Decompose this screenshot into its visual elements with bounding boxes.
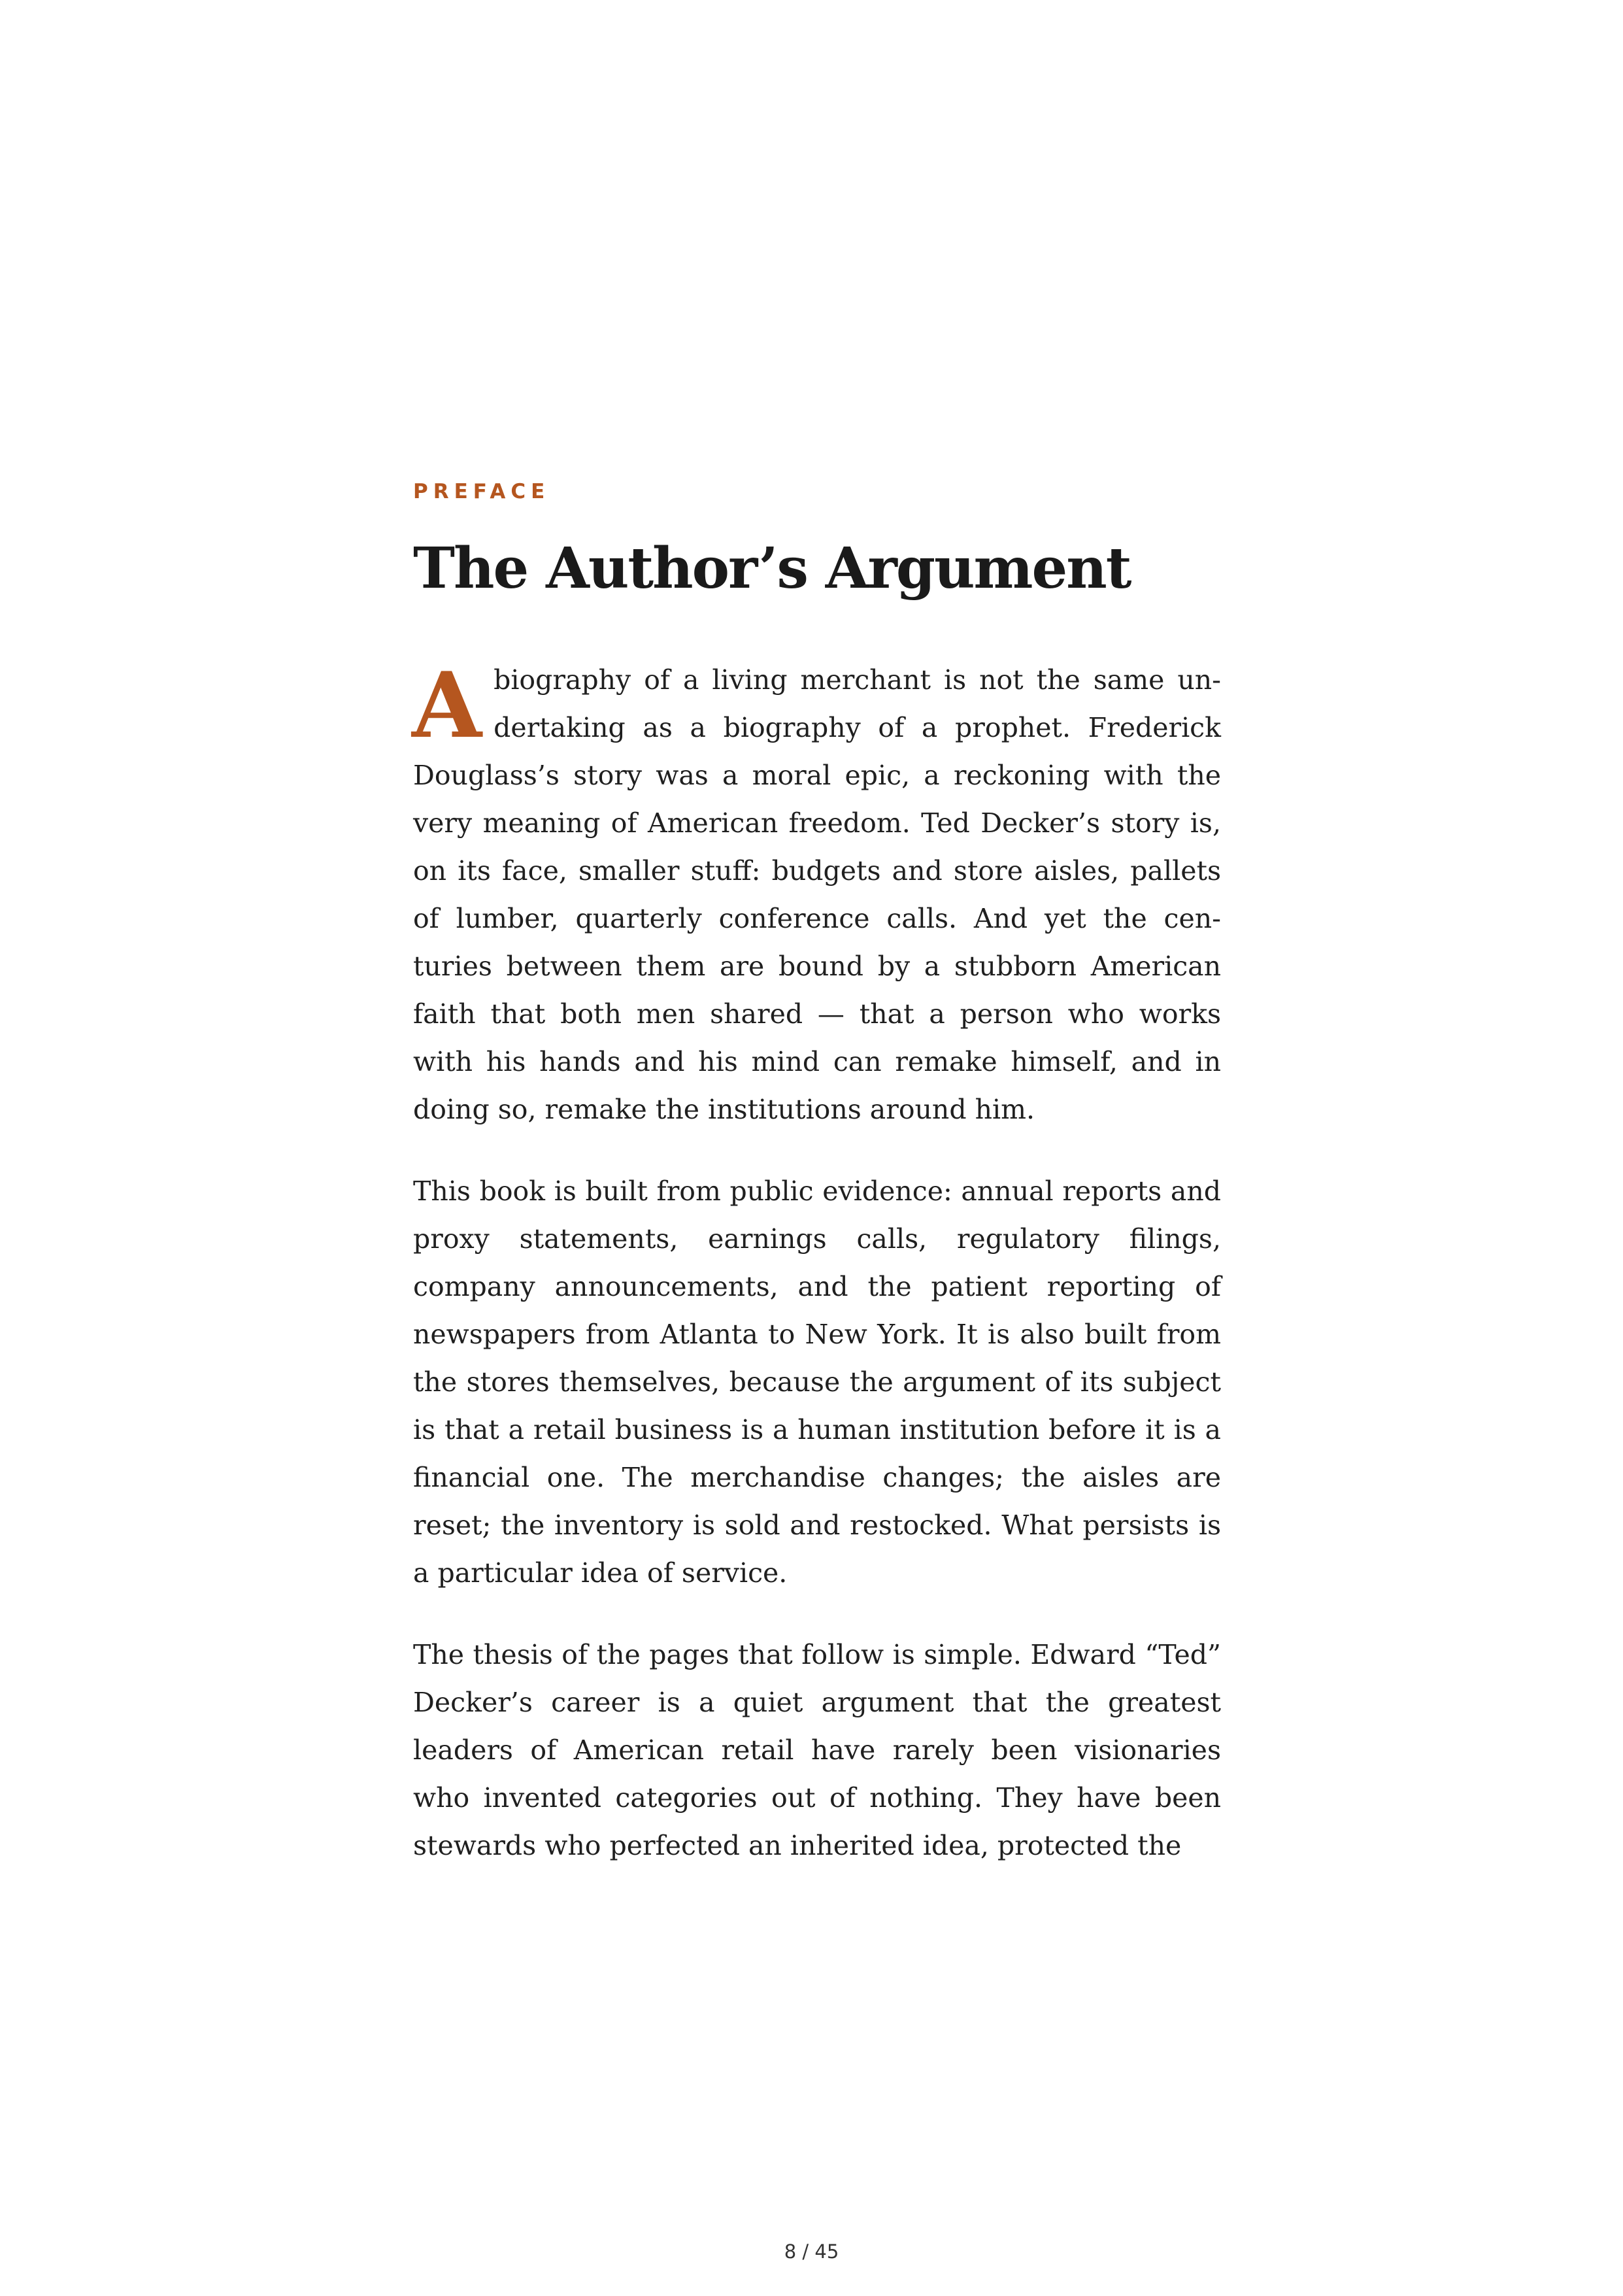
- page-number: 8 / 45: [784, 2240, 839, 2263]
- body-paragraph-1-text: biography of a living merchant is not the same undertaking as a biography of a prophet. Frederick Douglass’s story was a moral epic, a reckoning with the very meaning of American freedom. Ted Decker’s story is, on its face, smaller stuff: budgets and store aisles, pallets of lumber, quarterly conference calls. And yet the centuries between them are bound by a stubborn American faith that both men shared — that a person who works with his hands and his mind can remake himself, and in doing so, remake the institutions around him.: [413, 664, 1221, 1125]
- body-paragraph-3: The thesis of the pages that follow is simple. Edward “Ted” Decker’s career is a quiet argument that the greatest leaders of American retail have rarely been visionaries who invented categories out of nothing. They have been stewards who perfected an inherited idea, protected the: [413, 1639, 1221, 1861]
- page-content: [413, 479, 1221, 1870]
- section-kicker: PREFACE: [413, 480, 550, 503]
- body-paragraph-2: This book is built from public evidence: annual reports and proxy statements, earnings calls, regulatory filings, company announcements, and the patient reporting of newspapers from Atlanta to New York. It is also built from the stores themselves, because the argument of its subject is that a retail business is a human institution before it is a financial one. The merchandise changes; the aisles are reset; the inventory is sold and restocked. What persists is a particular idea of service.: [413, 1175, 1221, 1589]
- chapter-title: The Author’s Argument: [413, 535, 1131, 601]
- drop-cap: A: [412, 652, 482, 758]
- body-paragraph-1: [412, 652, 1221, 1134]
